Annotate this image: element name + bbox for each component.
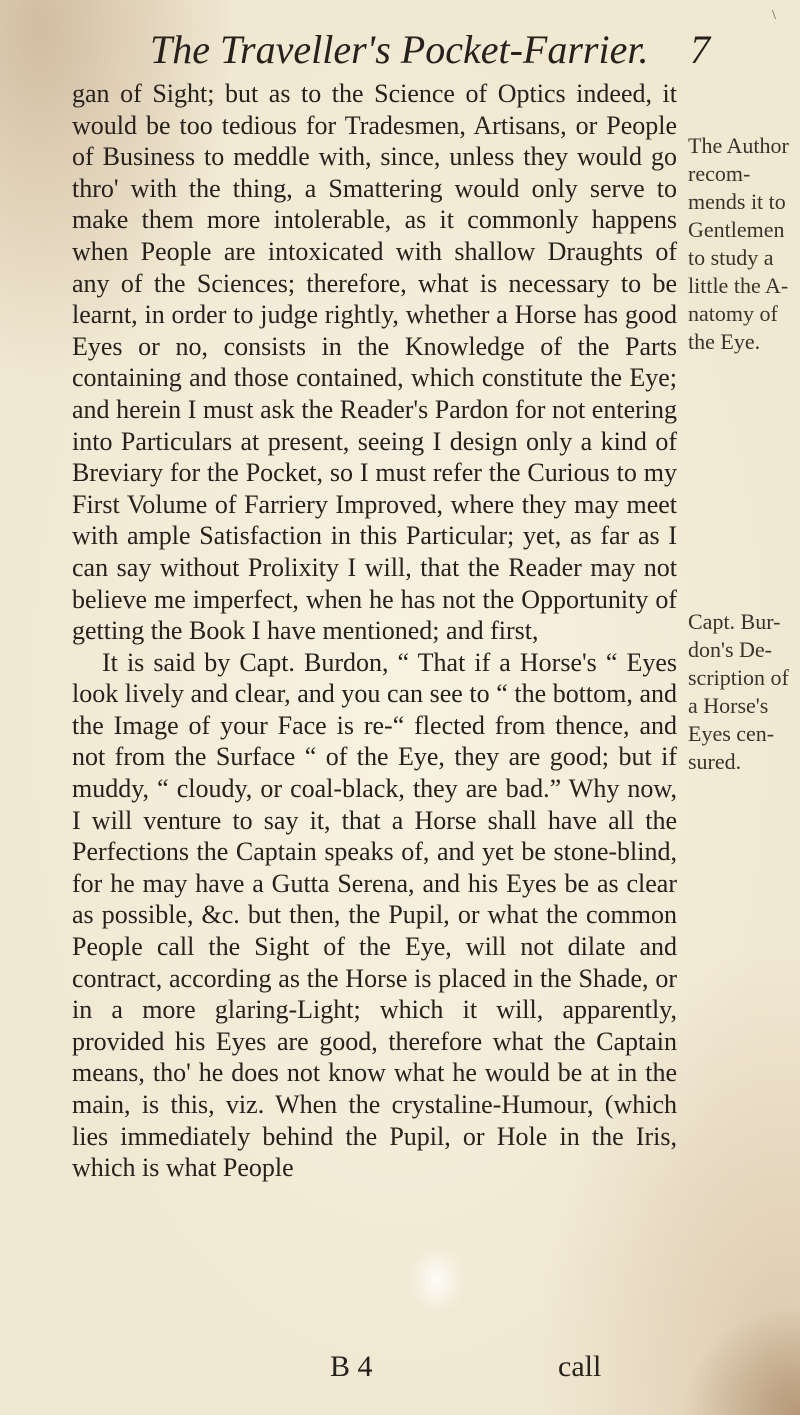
page-footer [0,1350,800,1390]
page-number: 7 [690,27,710,72]
signature-mark: B 4 [330,1350,373,1383]
paragraph-1: gan of Sight; but as to the Science of Optics indeed, it would be too tedious for Tradesmen, Artisans, or People of Business to meddle with, since, unless they would go thro' with the thing, a Smattering would only serve to make them more intolerable, as it commonly happens when People are intoxicated with shallow Draughts of any of the Sciences; therefore, what is necessary to be learnt, in order to judge rightly, whether a Horse has good Eyes or no, consists in the Knowledge of the Parts containing and those contained, which constitute the Eye; and herein I must ask the Reader's Pardon for not entering into Particulars at present, seeing I design only a kind of Breviary for the Pocket, so I must refer the Curious to my First Volume of Farriery Improved, where they may meet with ample Satisfaction in this Particular; yet, as far as I can say without Prolixity I will, that the Reader may not believe me imperfect, when he has not the Opportunity of getting the Book I have mentioned; and first, [72,79,677,646]
running-title: The Traveller's Pocket-Farrier. [150,27,649,72]
running-header [150,22,710,78]
ink-smudge [408,1245,466,1315]
marginal-note-2: Capt. Bur- don's De- scription of a Horse's Eyes cen- sured. [688,609,789,774]
corner-mark: \ [772,8,776,23]
catchword: call [558,1350,602,1383]
main-text [72,78,677,1184]
paragraph-2: It is said by Capt. Burdon, “ That if a Horse's “ Eyes look lively and clear, and you can see to “ the bottom, and the Image of your Face is re-“ flected from thence, and not from the Surface “ of the Eye, they are good; but if muddy, “ cloudy, or coal-black, they are bad.” Why now, I will venture to say it, that a Horse shall have all the Perfections the Captain speaks of, and yet be stone-blind, for he may have a Gutta Serena, and his Eyes be as clear as possible, &c. but then, the Pupil, or what the common People call the Sight of the Eye, will not dilate and contract, according as the Horse is placed in the Shade, or in a more glaring-Light; which it will, apparently, provided his Eyes are good, therefore what the Captain means, tho' he does not know what he would be at in the main, is this, viz. When the crystaline-Humour, (which lies immediately behind the Pupil, or Hole in the Iris, which is what People [72,647,677,1183]
marginal-note-1: The Author recom- mends it to Gentlemen to study a little the A- natomy of the Eye. [688,133,789,354]
